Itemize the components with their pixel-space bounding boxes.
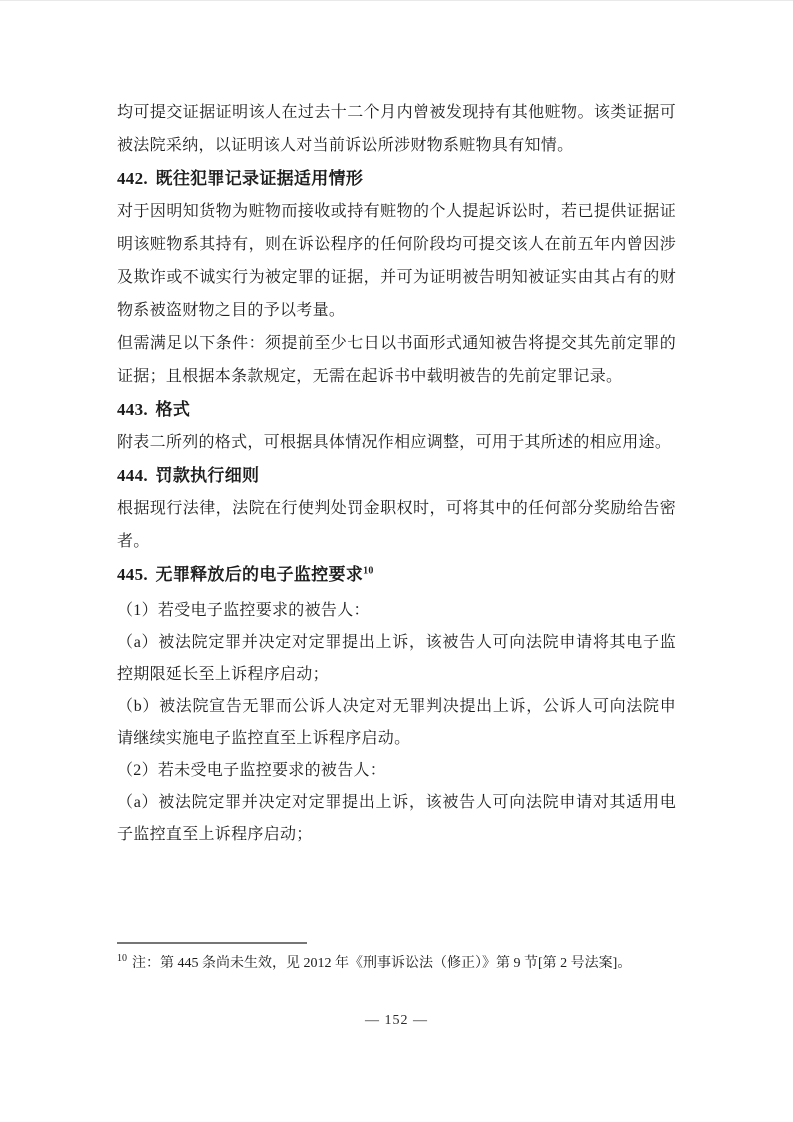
list-item: （a）被法院定罪并决定对定罪提出上诉，该被告人可向法院申请将其电子监控期限延长至上诉程序启动； bbox=[117, 634, 676, 683]
section-title: 格式 bbox=[155, 400, 191, 419]
list-item: （a）被法院定罪并决定对定罪提出上诉，该被告人可向法院申请对其适用电子监控直至上诉程序启动； bbox=[117, 794, 676, 843]
list-item: （2）若未受电子监控要求的被告人： bbox=[117, 762, 387, 779]
body-paragraph: 根据现行法律，法院在行使判处罚金职权时，可将其中的任何部分奖励给告密者。 bbox=[117, 500, 676, 550]
section-number: 442. bbox=[117, 169, 148, 188]
footnote-separator bbox=[117, 942, 307, 944]
footnote-text: 注：第 445 条尚未生效，见 2012 年《刑事诉讼法（修正）》第 9 节[第 2 号法案]。 bbox=[132, 956, 632, 971]
page-content bbox=[0, 1, 793, 851]
section-heading-443 bbox=[117, 393, 676, 426]
list-item: （1）若受电子监控要求的被告人： bbox=[117, 602, 370, 619]
body-paragraph: 对于因明知货物为赃物而接收或持有赃物的个人提起诉讼时，若已提供证据证明该赃物系其持有，则在诉讼程序的任何阶段均可提交该人在前五年内曾因涉及欺诈或不诚实行为被定罪的证据，并可为证明被告明知被证实由其占有的财物系被盗财物之目的予以考量。 bbox=[117, 203, 676, 319]
footnote-marker: 10 bbox=[117, 953, 127, 965]
footnote bbox=[117, 953, 676, 975]
list-item: （b）被法院宣告无罪而公诉人决定对无罪判决提出上诉，公诉人可向法院申请继续实施电子监控直至上诉程序启动。 bbox=[117, 698, 676, 747]
section-title: 罚款执行细则 bbox=[155, 466, 260, 485]
body-paragraph: 但需满足以下条件：须提前至少七日以书面形式通知被告将提交其先前定罪的证据；且根据本条款规定，无需在起诉书中载明被告的先前定罪记录。 bbox=[117, 335, 676, 385]
section-445-items bbox=[117, 595, 676, 851]
section-number: 444. bbox=[117, 466, 148, 485]
section-number: 443. bbox=[117, 400, 148, 419]
page-number: — 152 — bbox=[365, 1013, 428, 1028]
footnote-area bbox=[117, 942, 676, 975]
footnote-reference: 10 bbox=[363, 565, 374, 577]
continuation-paragraph: 均可提交证据证明该人在过去十二个月内曾被发现持有其他赃物。该类证据可被法院采纳，以证明该人对当前诉讼所涉财物系赃物具有知情。 bbox=[117, 104, 676, 154]
section-heading-442 bbox=[117, 162, 676, 195]
section-heading-444 bbox=[117, 459, 676, 492]
section-title: 既往犯罪记录证据适用情形 bbox=[155, 169, 364, 188]
section-number: 445. bbox=[117, 565, 148, 584]
section-heading-445 bbox=[117, 558, 676, 591]
body-paragraph: 附表二所列的格式，可根据具体情况作相应调整，可用于其所述的相应用途。 bbox=[117, 434, 672, 451]
section-title: 无罪释放后的电子监控要求 bbox=[155, 565, 364, 584]
